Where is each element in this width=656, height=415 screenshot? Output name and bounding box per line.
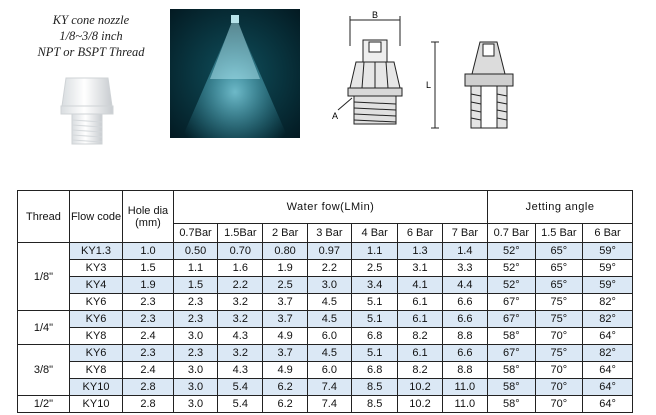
flow-value-cell: 8.8 — [442, 362, 487, 379]
flow-value-cell: 8.2 — [398, 328, 442, 345]
flow-code-cell: KY4 — [69, 277, 122, 294]
table-header-row — [18, 191, 633, 224]
hole-dia-cell: 2.3 — [123, 311, 174, 328]
label-b: B — [372, 10, 379, 20]
flow-value-cell: 4.5 — [307, 311, 351, 328]
flow-value-cell: 3.0 — [173, 379, 217, 396]
flow-value-cell: 0.97 — [307, 243, 351, 260]
flow-value-cell: 2.3 — [173, 311, 217, 328]
flow-value-cell: 11.0 — [442, 396, 487, 413]
table-row — [18, 311, 633, 328]
caption-size: 1/8~3/8 inch — [59, 29, 123, 43]
angle-value-cell: 64° — [583, 362, 633, 379]
angle-value-cell: 59° — [583, 243, 633, 260]
flow-value-cell: 0.80 — [263, 243, 307, 260]
flow-code-cell: KY10 — [69, 396, 122, 413]
nozzle-product-image — [52, 70, 122, 150]
angle-value-cell: 75° — [535, 311, 583, 328]
flow-code-cell: KY6 — [69, 311, 122, 328]
flow-value-cell: 6.0 — [307, 362, 351, 379]
header-pressure: 7 Bar — [442, 224, 487, 243]
header-pressure: 4 Bar — [351, 224, 397, 243]
product-caption — [26, 12, 156, 60]
flow-value-cell: 1.6 — [218, 260, 263, 277]
flow-code-cell: KY8 — [69, 328, 122, 345]
table-row — [18, 362, 633, 379]
flow-value-cell: 8.5 — [351, 379, 397, 396]
flow-value-cell: 3.0 — [173, 396, 217, 413]
thread-cell: 3/8" — [18, 345, 70, 396]
flow-value-cell: 4.4 — [442, 277, 487, 294]
label-a: A — [332, 111, 339, 121]
flow-value-cell: 0.50 — [173, 243, 217, 260]
caption-title: KY cone nozzle — [52, 13, 130, 27]
flow-value-cell: 6.6 — [442, 311, 487, 328]
header-angle-pressure: 0.7 Bar — [488, 224, 536, 243]
table-row — [18, 277, 633, 294]
angle-value-cell: 75° — [535, 294, 583, 311]
flow-value-cell: 7.4 — [307, 396, 351, 413]
header-water-flow: Water fow(LMin) — [173, 191, 487, 224]
flow-code-cell: KY1.3 — [69, 243, 122, 260]
flow-value-cell: 3.1 — [398, 260, 442, 277]
nozzle-dimension-drawing — [330, 6, 440, 146]
flow-value-cell: 8.8 — [442, 328, 487, 345]
flow-value-cell: 3.7 — [263, 345, 307, 362]
hole-dia-cell: 2.3 — [123, 345, 174, 362]
flow-value-cell: 2.5 — [263, 277, 307, 294]
angle-value-cell: 67° — [488, 345, 536, 362]
spray-cone-image — [170, 9, 300, 138]
flow-value-cell: 3.7 — [263, 311, 307, 328]
flow-value-cell: 3.2 — [218, 294, 263, 311]
flow-value-cell: 5.4 — [218, 396, 263, 413]
table-row — [18, 379, 633, 396]
header-pressure: 1.5Bar — [218, 224, 263, 243]
flow-value-cell: 2.3 — [173, 294, 217, 311]
angle-value-cell: 64° — [583, 328, 633, 345]
flow-value-cell: 5.1 — [351, 311, 397, 328]
flow-value-cell: 6.2 — [263, 379, 307, 396]
angle-value-cell: 58° — [488, 362, 536, 379]
angle-value-cell: 58° — [488, 396, 536, 413]
flow-value-cell: 6.8 — [351, 362, 397, 379]
flow-value-cell: 1.3 — [398, 243, 442, 260]
angle-value-cell: 70° — [535, 328, 583, 345]
table-row — [18, 294, 633, 311]
flow-code-cell: KY6 — [69, 294, 122, 311]
flow-value-cell: 6.8 — [351, 328, 397, 345]
flow-value-cell: 3.0 — [173, 328, 217, 345]
angle-value-cell: 82° — [583, 294, 633, 311]
flow-value-cell: 3.3 — [442, 260, 487, 277]
header-pressure: 6 Bar — [398, 224, 442, 243]
label-l: L — [426, 80, 432, 90]
angle-value-cell: 82° — [583, 311, 633, 328]
angle-value-cell: 67° — [488, 294, 536, 311]
flow-code-cell: KY8 — [69, 362, 122, 379]
flow-code-cell: KY6 — [69, 345, 122, 362]
header-pressure: 0.7Bar — [173, 224, 217, 243]
angle-value-cell: 58° — [488, 328, 536, 345]
hole-dia-cell: 2.4 — [123, 362, 174, 379]
hole-dia-cell: 1.0 — [123, 243, 174, 260]
flow-value-cell: 2.2 — [307, 260, 351, 277]
flow-value-cell: 3.2 — [218, 311, 263, 328]
flow-value-cell: 6.1 — [398, 294, 442, 311]
flow-value-cell: 6.6 — [442, 294, 487, 311]
table-row — [18, 328, 633, 345]
flow-value-cell: 1.9 — [263, 260, 307, 277]
flow-value-cell: 11.0 — [442, 379, 487, 396]
flow-value-cell: 2.3 — [173, 345, 217, 362]
flow-value-cell: 1.5 — [173, 277, 217, 294]
flow-value-cell: 3.7 — [263, 294, 307, 311]
angle-value-cell: 70° — [535, 379, 583, 396]
table-row — [18, 260, 633, 277]
header-flow-code: Flow code — [69, 191, 122, 243]
header-angle-pressure: 1.5 Bar — [535, 224, 583, 243]
flow-value-cell: 8.5 — [351, 396, 397, 413]
header-thread: Thread — [18, 191, 70, 243]
flow-value-cell: 10.2 — [398, 379, 442, 396]
hole-dia-cell: 1.9 — [123, 277, 174, 294]
flow-value-cell: 3.0 — [307, 277, 351, 294]
flow-value-cell: 6.6 — [442, 345, 487, 362]
header-pressure: 2 Bar — [263, 224, 307, 243]
header-jetting-angle: Jetting angle — [488, 191, 633, 224]
angle-value-cell: 65° — [535, 277, 583, 294]
flow-value-cell: 4.9 — [263, 328, 307, 345]
header-angle-pressure: 6 Bar — [583, 224, 633, 243]
angle-value-cell: 52° — [488, 260, 536, 277]
angle-value-cell: 65° — [535, 260, 583, 277]
angle-value-cell: 58° — [488, 379, 536, 396]
flow-value-cell: 4.3 — [218, 328, 263, 345]
table-row — [18, 243, 633, 260]
header-hole-dia: Hole dia (mm) — [123, 191, 174, 243]
hole-dia-cell: 2.4 — [123, 328, 174, 345]
flow-value-cell: 4.5 — [307, 294, 351, 311]
nozzle-section-drawing — [425, 30, 535, 140]
hole-dia-cell: 2.8 — [123, 396, 174, 413]
angle-value-cell: 70° — [535, 396, 583, 413]
flow-code-cell: KY3 — [69, 260, 122, 277]
angle-value-cell: 70° — [535, 362, 583, 379]
flow-value-cell: 4.5 — [307, 345, 351, 362]
flow-value-cell: 10.2 — [398, 396, 442, 413]
thread-cell: 1/4" — [18, 311, 70, 345]
thread-cell: 1/8" — [18, 243, 70, 311]
angle-value-cell: 65° — [535, 243, 583, 260]
flow-value-cell: 3.0 — [173, 362, 217, 379]
hole-dia-cell: 1.5 — [123, 260, 174, 277]
flow-value-cell: 8.2 — [398, 362, 442, 379]
angle-value-cell: 64° — [583, 396, 633, 413]
angle-value-cell: 59° — [583, 277, 633, 294]
flow-value-cell: 5.1 — [351, 294, 397, 311]
table-row — [18, 396, 633, 413]
flow-value-cell: 5.1 — [351, 345, 397, 362]
angle-value-cell: 82° — [583, 345, 633, 362]
flow-value-cell: 6.1 — [398, 345, 442, 362]
flow-value-cell: 6.1 — [398, 311, 442, 328]
thread-cell: 1/2" — [18, 396, 70, 413]
flow-value-cell: 4.9 — [263, 362, 307, 379]
nozzle-spec-table — [17, 190, 633, 413]
table-body — [18, 243, 633, 413]
flow-value-cell: 5.4 — [218, 379, 263, 396]
flow-value-cell: 4.1 — [398, 277, 442, 294]
flow-value-cell: 1.1 — [351, 243, 397, 260]
caption-thread: NPT or BSPT Thread — [37, 45, 145, 59]
flow-value-cell: 7.4 — [307, 379, 351, 396]
flow-value-cell: 3.4 — [351, 277, 397, 294]
hole-dia-cell: 2.8 — [123, 379, 174, 396]
table-row — [18, 345, 633, 362]
flow-value-cell: 1.1 — [173, 260, 217, 277]
angle-value-cell: 52° — [488, 277, 536, 294]
header-pressure: 3 Bar — [307, 224, 351, 243]
flow-value-cell: 1.4 — [442, 243, 487, 260]
angle-value-cell: 64° — [583, 379, 633, 396]
angle-value-cell: 67° — [488, 311, 536, 328]
flow-value-cell: 2.5 — [351, 260, 397, 277]
flow-value-cell: 2.2 — [218, 277, 263, 294]
flow-value-cell: 3.2 — [218, 345, 263, 362]
flow-value-cell: 6.2 — [263, 396, 307, 413]
flow-value-cell: 6.0 — [307, 328, 351, 345]
angle-value-cell: 59° — [583, 260, 633, 277]
flow-code-cell: KY10 — [69, 379, 122, 396]
flow-value-cell: 0.70 — [218, 243, 263, 260]
angle-value-cell: 75° — [535, 345, 583, 362]
angle-value-cell: 52° — [488, 243, 536, 260]
hole-dia-cell: 2.3 — [123, 294, 174, 311]
flow-value-cell: 4.3 — [218, 362, 263, 379]
